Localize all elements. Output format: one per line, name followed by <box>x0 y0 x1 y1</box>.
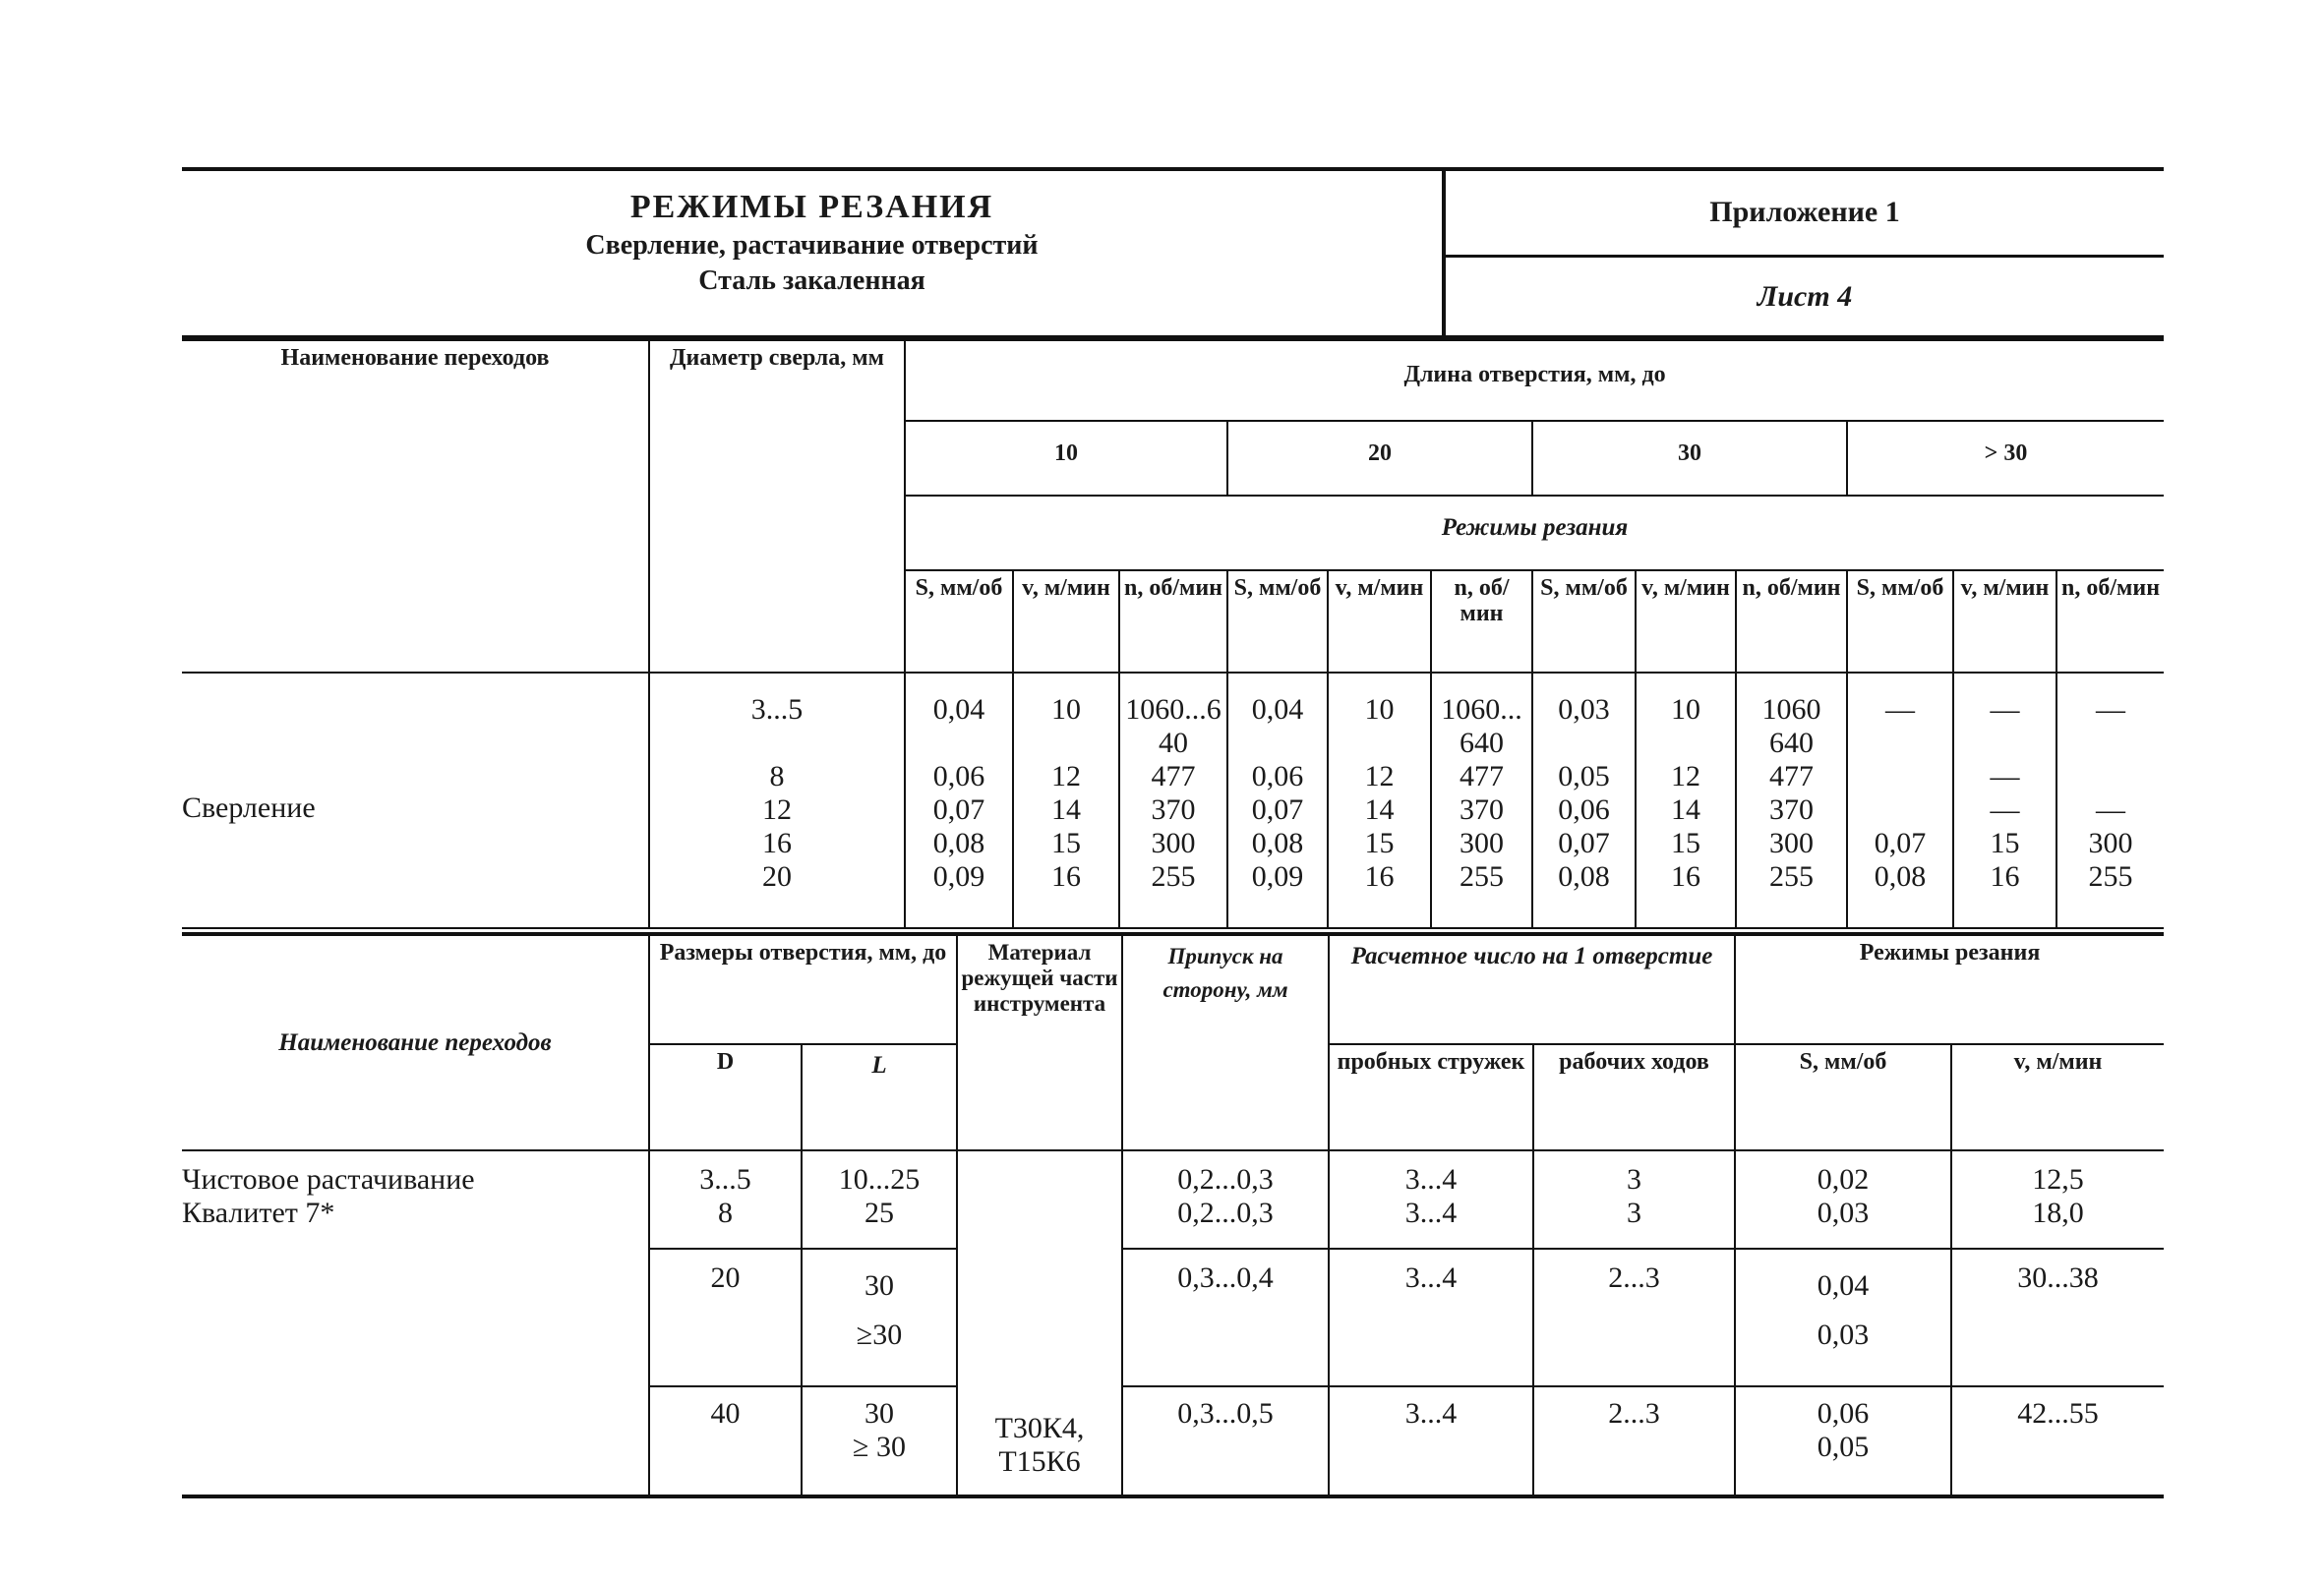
row1-work: 3 3 <box>1533 1150 1735 1249</box>
lgt30-s-values: — 0,07 0,08 <box>1847 673 1953 928</box>
header-title-cell <box>182 171 1446 335</box>
sub-header-v: v, м/мин <box>1013 570 1119 673</box>
l30-v-values: 10 12 14 15 16 <box>1636 673 1736 928</box>
header-hole-length: Длина отверстия, мм, до <box>905 340 2164 421</box>
lgt30-v-values: — — — 15 16 <box>1953 673 2056 928</box>
sub-header-v: v, м/мин <box>1953 570 2056 673</box>
row2-s: 0,04 0,03 <box>1735 1249 1951 1386</box>
operation-drilling: Сверление <box>182 673 649 928</box>
l20-v-values: 10 12 14 15 16 <box>1328 673 1431 928</box>
header-cutting-material: Материал режущей части инструмента <box>957 934 1122 1150</box>
header-L: L <box>802 1044 957 1150</box>
appendix-label: Приложение 1 <box>1446 171 2164 258</box>
sub-header-s: S, мм/об <box>905 570 1013 673</box>
document-title: РЕЖИМЫ РЕЗАНИЯ <box>629 189 994 225</box>
row1-v: 12,5 18,0 <box>1951 1150 2164 1249</box>
sub-header-n: n, об/мин <box>1119 570 1227 673</box>
sub-header-n: n, об/мин <box>1431 570 1532 673</box>
l10-s-values: 0,04 0,06 0,07 0,08 0,09 <box>905 673 1013 928</box>
header-hole-size: Размеры отверстия, мм, до <box>649 934 957 1044</box>
row3-v: 42...55 <box>1951 1386 2164 1496</box>
header-v: v, м/мин <box>1951 1044 2164 1150</box>
document-subtitle-1: Сверление, растачивание отверстий <box>585 230 1039 261</box>
header-length-30: 30 <box>1532 421 1847 496</box>
l10-v-values: 10 12 14 15 16 <box>1013 673 1119 928</box>
row1-allowance: 0,2...0,3 0,2...0,3 <box>1122 1150 1329 1249</box>
drill-diameters: 3...5 8 12 16 20 <box>649 673 905 928</box>
drilling-table <box>182 339 2164 929</box>
sub-header-s: S, мм/об <box>1847 570 1953 673</box>
header-length-10: 10 <box>905 421 1227 496</box>
header-operation-name: Наименование переходов <box>182 934 649 1150</box>
boring-table <box>182 932 2164 1498</box>
header-length-20: 20 <box>1227 421 1532 496</box>
cutting-material: Т30К4, Т15К6 <box>957 1150 1122 1496</box>
lgt30-n-values: — — 300 255 <box>2056 673 2164 928</box>
sub-header-v: v, м/мин <box>1636 570 1736 673</box>
header-s: S, мм/об <box>1735 1044 1951 1150</box>
header-block <box>182 167 2164 339</box>
row3-s: 0,06 0,05 <box>1735 1386 1951 1496</box>
row3-D: 40 <box>649 1386 802 1496</box>
row1-D: 3...5 8 <box>649 1150 802 1249</box>
header-cutting-modes: Режимы резания <box>1735 934 2164 1044</box>
row2-work: 2...3 <box>1533 1249 1735 1386</box>
l20-n-values: 1060...640 477 370 300 255 <box>1431 673 1532 928</box>
row3-allowance: 0,3...0,5 <box>1122 1386 1329 1496</box>
header-drill-diameter: Диаметр сверла, мм <box>649 340 905 673</box>
sub-header-s: S, мм/об <box>1227 570 1328 673</box>
l30-n-values: 1060 640 477 370 300 255 <box>1736 673 1847 928</box>
row3-trial: 3...4 <box>1329 1386 1533 1496</box>
sub-header-v: v, м/мин <box>1328 570 1431 673</box>
l30-s-values: 0,03 0,05 0,06 0,07 0,08 <box>1532 673 1636 928</box>
header-cutting-modes: Режимы резания <box>905 496 2164 570</box>
row2-v: 30...38 <box>1951 1249 2164 1386</box>
sheet-label: Лист 4 <box>1757 280 1853 313</box>
sub-header-s: S, мм/об <box>1532 570 1636 673</box>
row2-allowance: 0,3...0,4 <box>1122 1249 1329 1386</box>
header-length-gt30: > 30 <box>1847 421 2164 496</box>
row2-trial: 3...4 <box>1329 1249 1533 1386</box>
document-subtitle-2: Сталь закаленная <box>698 265 925 296</box>
l10-n-values: 1060...640 477 370 300 255 <box>1119 673 1227 928</box>
header-trial-cuts: пробных стружек <box>1329 1044 1533 1150</box>
sub-header-n: n, об/мин <box>2056 570 2164 673</box>
row1-s: 0,02 0,03 <box>1735 1150 1951 1249</box>
row3-L: 30 ≥ 30 <box>802 1386 957 1496</box>
l20-s-values: 0,04 0,06 0,07 0,08 0,09 <box>1227 673 1328 928</box>
header-operation-name: Наименование переходов <box>182 340 649 673</box>
row1-L: 10...25 25 <box>802 1150 957 1249</box>
row1-trial: 3...4 3...4 <box>1329 1150 1533 1249</box>
header-D: D <box>649 1044 802 1150</box>
header-work-passes: рабочих ходов <box>1533 1044 1735 1150</box>
row2-L: 30 ≥30 <box>802 1249 957 1386</box>
row3-work: 2...3 <box>1533 1386 1735 1496</box>
operation-finish-boring: Чистовое растачивание Квалитет 7* <box>182 1150 649 1496</box>
document-sheet <box>182 167 2164 1495</box>
row2-D: 20 <box>649 1249 802 1386</box>
sub-header-n: n, об/мин <box>1736 570 1847 673</box>
header-allowance: Припуск на сторону, мм <box>1122 934 1329 1150</box>
header-calc-count: Расчетное число на 1 отверстие <box>1329 934 1735 1044</box>
header-meta-cell <box>1446 171 2164 335</box>
